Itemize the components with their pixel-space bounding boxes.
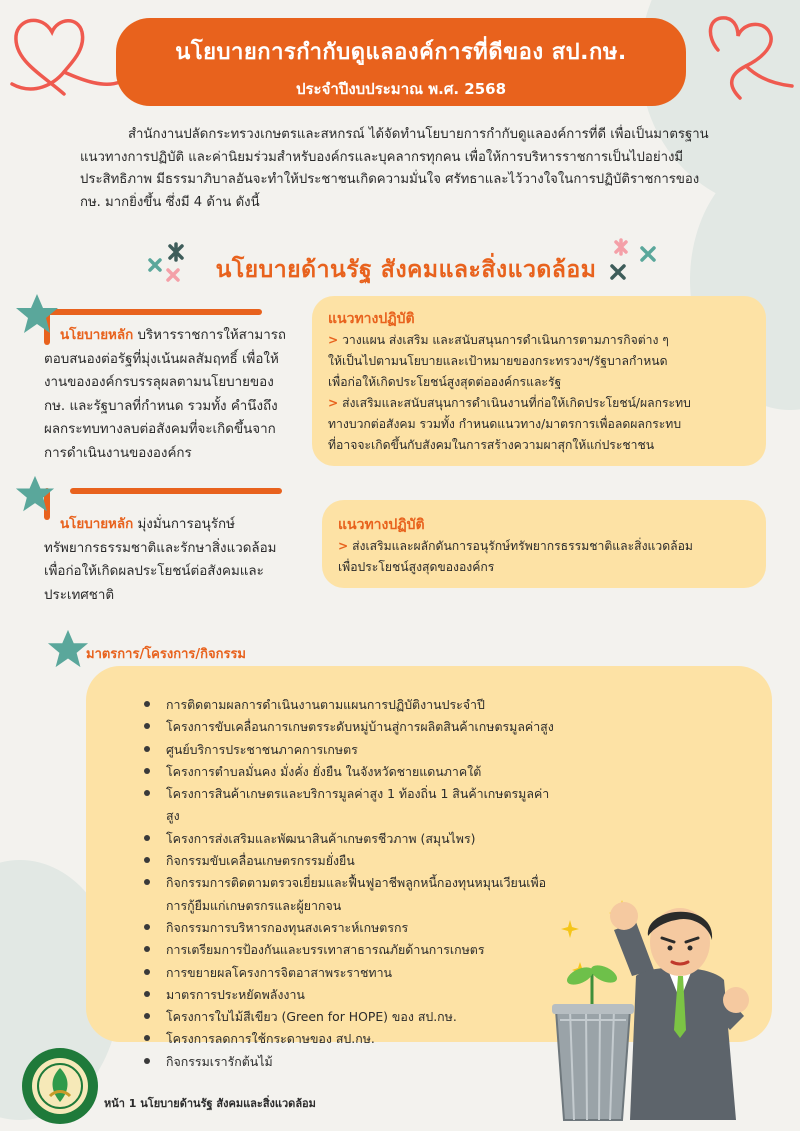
practice-2-line: > ส่งเสริมและผลักดันการอนุรักษ์ทรัพยากรธรรมชาติและสิ่งแวดล้อม [338,539,693,553]
list-item: โครงการสินค้าเกษตรและบริการมูลค่าสูง 1 ท้องถิ่น 1 สินค้าเกษตรมูลค่าสูง [144,783,554,828]
list-item: โครงการใบไม้สีเขียว (Green for HOPE) ของ สป.กษ. [144,1006,554,1028]
practice-card-2 [322,500,766,588]
page-title: นโยบายการกำกับดูแลองค์การที่ดีของ สป.กษ. [175,40,627,65]
list-item: มาตรการประหยัดพลังงาน [144,984,554,1006]
practice-1-line: ทางบวกต่อสังคม รวมทั้ง กำหนดแนวทาง/มาตรการเพื่อลดผลกระทบ [328,417,682,431]
sparkle-right-icon [608,238,664,286]
policy-1-text: บริหารราชการให้สามารถตอบสนองต่อรัฐที่มุ่งเน้นผลสัมฤทธิ์ เพื่อให้งานขององค์กรบรรลุผลตามนโยบายของ กษ. และรัฐบาลที่กำหนด รวมทั้ง คำนึงถึงผลกระทบทางลบต่อสังคมที่จะเกิดขึ้นจากการดำเนินงานขององค์กร [44,328,287,461]
practice-1-line: ให้เป็นไปตามนโยบายและเป้าหมายของกระทรวงฯ/รัฐบาลกำหนด [328,354,668,368]
heart-ribbon-right-icon [688,6,798,106]
sparkle-left-icon [146,242,194,284]
page-footer: หน้า 1 นโยบายด้านรัฐ สังคมและสิ่งแวดล้อม [104,1097,316,1110]
list-item: การติดตามผลการดำเนินงานตามแผนการปฏิบัติงานประจำปี [144,694,554,716]
list-item: โครงการตำบลมั่นคง มั่งคั่ง ยั่งยืน ในจังหวัดชายแดนภาคใต้ [144,761,554,783]
practice-1-line: > ส่งเสริมและสนับสนุนการดำเนินงานที่ก่อให้เกิดประโยชน์/ผลกระทบ [328,396,691,410]
page-subtitle: ประจำปีงบประมาณ พ.ศ. 2568 [295,80,507,98]
practice-2-line: เพื่อประโยชน์สูงสุดขององค์กร [338,560,495,574]
list-item: โครงการส่งเสริมและพัฒนาสินค้าเกษตรชีวภาพ (สมุนไพร) [144,828,554,850]
measures-list [144,694,554,1073]
list-item: กิจกรรมขับเคลื่อนเกษตรกรรมยั่งยืน [144,850,554,872]
practice-card-1 [312,296,766,466]
list-item: การเตรียมการป้องกันและบรรเทาสาธารณภัยด้านการเกษตร [144,939,554,961]
seal-logo [20,1046,100,1126]
list-item: การขยายผลโครงการจิตอาสาพระราชทาน [144,962,554,984]
list-item: กิจกรรมเรารักต้นไม้ [144,1051,554,1073]
list-item: โครงการลดการใช้กระดาษของ สป.กษ. [144,1028,554,1050]
list-item: กิจกรรมการติดตามตรวจเยี่ยมและฟื้นฟูอาชีพลูกหนี้กองทุนหมุนเวียนเพื่อการกู้ยืมแก่เกษตรกรและผู้ยากจน [144,872,554,917]
policy-2-text: มุ่งมั่นการอนุรักษ์ทรัพยากรธรรมชาติและรักษาสิ่งแวดล้อมเพื่อก่อให้เกิดผลประโยชน์ต่อสังคมและประเทศชาติ [44,517,277,603]
section-title: นโยบายด้านรัฐ สังคมและสิ่งแวดล้อม [215,257,597,283]
star-icon [14,474,56,514]
list-item: ศูนย์บริการประชาชนภาคการเกษตร [144,739,554,761]
policy-1-label: นโยบายหลัก [60,328,134,343]
practice-1-line: ที่อาจจะเกิดขึ้นกับสังคมในการสร้างความผาสุกให้แก่ประชาชน [328,438,655,452]
policy-1 [44,324,290,465]
heart-ribbon-left-icon [4,6,124,101]
policy-1-top-bar [44,309,262,315]
intro-paragraph: สำนักงานปลัดกระทรวงเกษตรและสหกรณ์ ได้จัดทำนโยบายการกำกับดูแลองค์การที่ดี เพื่อเป็นมาตรฐาน แนวทางการปฏิบัติ และค่านิยมร่วมสำหรับองค์กรและบุคลากรทุกคน เพื่อให้การบริหารราชการเป็นไปอย่างมีประสิทธิภาพ มีธรรมาภิบาลอันจะทำให้ประชาชนเกิดความมั่นใจ ศรัทธาและไว้วางใจในการปฏิบัติราชการของ กษ. มากยิ่งขึ้น ซึ่งมี 4 ด้าน ดังนี้ [80,127,709,210]
practice-1-title: แนวทางปฏิบัติ [328,311,415,327]
measures-title: มาตรการ/โครงการ/กิจกรรม [86,647,246,662]
practice-2-title: แนวทางปฏิบัติ [338,517,425,533]
policy-2 [44,513,290,607]
businessman-illustration [540,880,790,1130]
practice-1-line: เพื่อก่อให้เกิดประโยชน์สูงสุดต่อองค์กรและรัฐ [328,375,562,389]
header-banner [116,18,686,106]
practice-1-line: > วางแผน ส่งเสริม และสนับสนุนการดำเนินการตามภารกิจต่าง ๆ [328,333,669,347]
list-item: กิจกรรมการบริหารกองทุนสงเคราะห์เกษตรกร [144,917,554,939]
star-icon [46,628,90,670]
policy-1-bottom-bar [70,488,282,494]
list-item: โครงการขับเคลื่อนการเกษตรระดับหมู่บ้านสู่การผลิตสินค้าเกษตรมูลค่าสูง [144,716,554,738]
policy-2-label: นโยบายหลัก [60,517,134,532]
